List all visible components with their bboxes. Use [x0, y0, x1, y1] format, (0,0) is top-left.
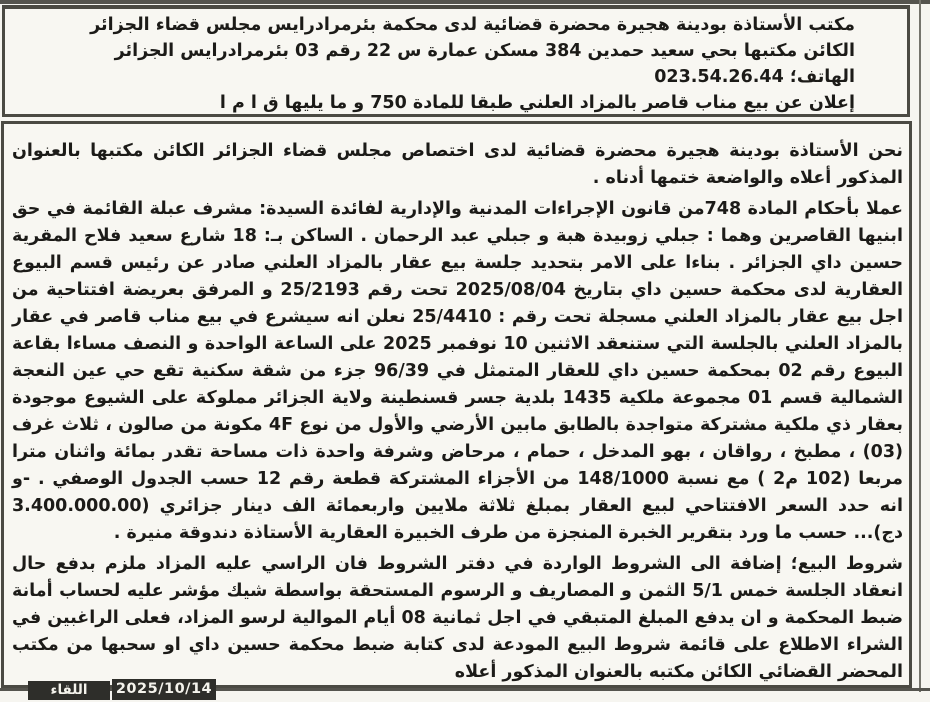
footer-stamp-date: 2025/10/14: [112, 679, 216, 700]
office-name-line: مكتب الأستاذة بودينة هجيرة محضرة قضائية لدى محكمة بئرمرادرايس مجلس قضاء الجزائر: [90, 15, 855, 35]
announcement-title: إعلان عن بيع مناب قاصر بالمزاد العلني طبقا للمادة 750 و ما يليها ق ا م ا: [219, 93, 855, 113]
office-address-line: الكائن مكتبها بحي سعيد حمدين 384 مسكن عمارة س 22 رقم 03 بئرمرادرايس الجزائر: [114, 41, 855, 61]
header-box: [2, 5, 910, 117]
announcement-body-box: [1, 121, 912, 688]
auction-details-paragraph: عملا بأحكام المادة 748من قانون الإجراءات المدنية والإدارية لفائدة السيدة: مشرف عبلة القائمة في حق ابنيها القاصرين وهما : جبلي زوبيدة هبة و جبلي عبد الرحمان . الساكن بـ: 18 شارع سعيد فلاح المقرية حسين داي الجزائر . بناءا على الامر بتحديد جلسة بيع عقار بالمزاد العلني صادر عن رئيس قسم البيوع العقارية لدى محكمة حسين داي بتاريخ 2025/08/04 تحت رقم 25/2193 و المرفق بعريضة افتتاحية من اجل بيع عقار بالمزاد العلني مسجلة تحت رقم : 25/4410 نعلن انه سيشرع في بيع مناب قاصر في عقار بالمزاد العلني بالجلسة التي ستنعقد الاثنين 10 نوفمبر 2025 على الساعة الواحدة و النصف مساءا بقاعة البيوع رقم 02 بمحكمة حسين داي للعقار المتمثل في 96/39 جزء من شقة سكنية تقع حي عين النعجة الشمالية قسم 01 مجموعة ملكية 1435 بلدية جسر قسنطينة ولاية الجزائر مملوكة على الشيوع موجودة بعقار ذي ملكية مشتركة متواجدة بالطابق مابين الأرضي والأول من نوع 4F مكونة من صالون ، ثلاث غرف (03) ، مطبخ ، رواقان ، بهو المدخل ، حمام ، مرحاض وشرفة واحدة ذات مساحة تقدر بمائة واثنان مترا مربعا (102 م2 ) مع نسبة 148/1000 من الأجزاء المشتركة قطعة رقم 12 حسب الجدول الوصفي . -و انه حدد السعر الافتتاحي لبيع العقار بمبلغ ثلاثة ملايين واربعمائة الف دينار جزائري (3.400.000.00 دج)... حسب ما ورد بتقرير الخبرة المنجزة من طرف الخبيرة العقارية الأستاذة دندوقة منيرة .: [12, 199, 904, 543]
sale-conditions-paragraph: شروط البيع؛ إضافة الى الشروط الواردة في دفتر الشروط فان الراسي عليه المزاد ملزم بدفع حال انعقاد الجلسة خمس 5/1 الثمن و المصاريف و الرسوم المستحقة بواسطة شيك مؤشر عليه لحساب أمانة ضبط المحكمة و ان يدفع المبلغ المتبقي في اجل ثمانية 08 أيام الموالية لرسو المزاد، فعلى الراغبين في الشراء الاطلاع على قائمة شروط البيع المودعة لدى كتابة ضبط محكمة حسين داي او سحبها من مكتب المحضر القضائي الكائن مكتبه بالعنوان المذكور أعلاه: [12, 554, 903, 682]
scan-edge-right: [919, 0, 921, 692]
scan-edge-top: [0, 0, 930, 4]
footer-stamp-label: اللقاء: [28, 681, 110, 700]
phone-line: الهاتف؛ 023.54.26.44: [654, 67, 855, 87]
intro-paragraph: نحن الأستاذة بودينة هجيرة محضرة قضائية لدى اختصاص مجلس قضاء الجزائر الكائن مكتبها بالعنوان المذكور أعلاه والواضعة ختمها أدناه .: [12, 141, 903, 188]
